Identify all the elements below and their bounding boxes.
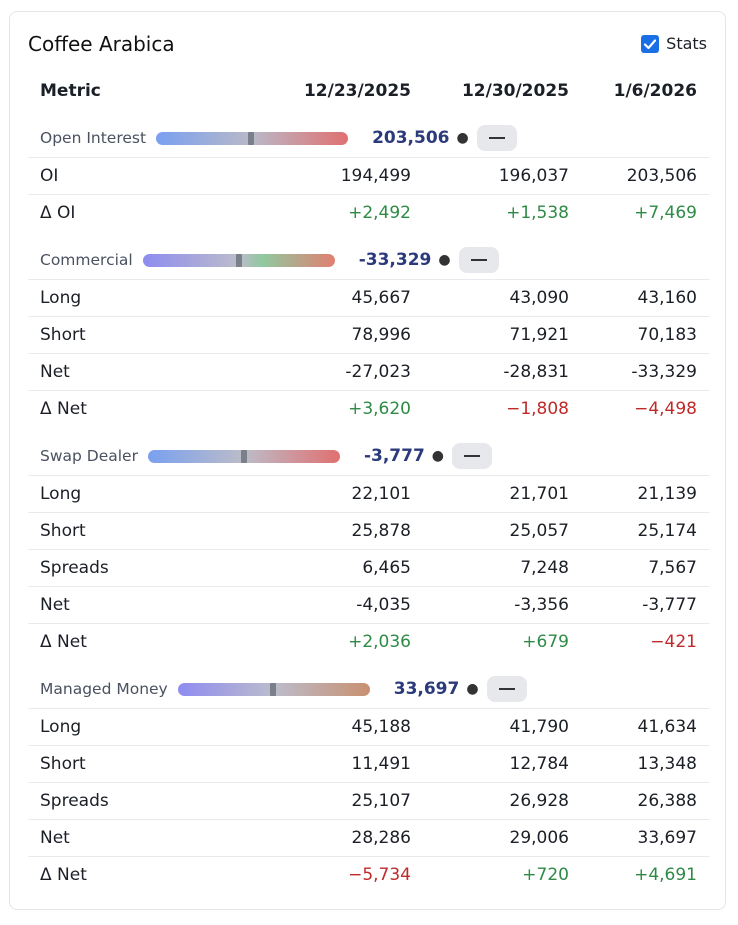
range-marker	[241, 450, 247, 463]
cell: −4,498	[634, 399, 697, 419]
section-open-interest	[40, 124, 517, 152]
section-managed-money	[40, 675, 527, 703]
row-label: OI	[40, 166, 59, 186]
table-row	[28, 549, 709, 586]
range-marker	[248, 132, 254, 145]
section-value: -33,329	[358, 250, 432, 270]
cell: 43,090	[509, 288, 569, 308]
cell: −5,734	[348, 865, 411, 885]
range-bar	[148, 450, 340, 463]
section-swap-dealer	[40, 442, 492, 470]
minus-icon	[489, 137, 505, 139]
dot-separator: ●	[456, 130, 469, 146]
range-bar	[143, 254, 335, 267]
table-row	[28, 708, 709, 745]
minus-icon	[464, 455, 480, 457]
cell: +3,620	[348, 399, 411, 419]
collapse-button[interactable]	[487, 676, 527, 702]
cell: 25,107	[351, 791, 411, 811]
cell: 25,057	[509, 521, 569, 541]
cell: +720	[522, 865, 569, 885]
cell: +679	[522, 632, 569, 652]
cell: +4,691	[634, 865, 697, 885]
cell: 203,506	[626, 166, 697, 186]
row-label: Net	[40, 362, 70, 382]
table-row	[28, 856, 709, 893]
table-row	[28, 819, 709, 856]
stats-label: Stats	[666, 34, 707, 53]
cell: 12,784	[509, 754, 569, 774]
section-title: Commercial	[40, 251, 133, 269]
minus-icon	[499, 688, 515, 690]
table-row	[28, 745, 709, 782]
collapse-button[interactable]	[477, 125, 517, 151]
table-row	[28, 194, 709, 231]
cell: 26,928	[509, 791, 569, 811]
minus-icon	[471, 259, 487, 261]
cell: +1,538	[506, 203, 569, 223]
table-row	[28, 390, 709, 427]
collapse-button[interactable]	[459, 247, 499, 273]
section-value: -3,777	[363, 446, 425, 466]
cell: 194,499	[340, 166, 411, 186]
cell: 25,174	[637, 521, 697, 541]
range-bar	[178, 683, 370, 696]
table-row	[28, 475, 709, 512]
table-row	[28, 782, 709, 819]
section-value: 203,506	[372, 128, 450, 148]
row-label: Spreads	[40, 558, 109, 578]
row-label: Long	[40, 484, 82, 504]
row-label: Long	[40, 288, 82, 308]
dot-separator: ●	[431, 448, 445, 464]
date-header-1: 12/23/2025	[303, 80, 411, 101]
dot-separator: ●	[438, 252, 451, 268]
date-header-3: 1/6/2026	[613, 80, 697, 101]
row-label: Net	[40, 595, 70, 615]
cell: 78,996	[351, 325, 411, 345]
cell: 25,878	[351, 521, 411, 541]
cell: +2,036	[348, 632, 411, 652]
cell: 70,183	[637, 325, 697, 345]
cell: -33,329	[631, 362, 697, 382]
cell: 21,701	[509, 484, 569, 504]
cell: 22,101	[351, 484, 411, 504]
cell: 11,491	[351, 754, 411, 774]
section-value: 33,697	[393, 679, 460, 699]
cell: -3,356	[514, 595, 569, 615]
range-marker	[236, 254, 242, 267]
cell: +7,469	[634, 203, 697, 223]
table-row	[28, 586, 709, 623]
cell: 45,188	[351, 717, 411, 737]
section-title: Open Interest	[40, 129, 147, 147]
row-label: Δ Net	[40, 399, 87, 419]
dot-separator: ●	[466, 681, 479, 697]
range-bar	[156, 132, 348, 145]
table-header	[28, 72, 709, 109]
metric-header: Metric	[40, 80, 101, 101]
cell: 26,388	[637, 791, 697, 811]
row-label: Δ Net	[40, 632, 87, 652]
cell: 71,921	[509, 325, 569, 345]
cell: 28,286	[351, 828, 411, 848]
date-header-2: 12/30/2025	[461, 80, 569, 101]
section-title: Managed Money	[40, 680, 168, 698]
table-row	[28, 512, 709, 549]
row-label: Δ OI	[40, 203, 76, 223]
card-title: Coffee Arabica	[28, 32, 175, 56]
row-label: Short	[40, 521, 86, 541]
cell: 7,248	[520, 558, 569, 578]
cell: 6,465	[362, 558, 411, 578]
section-title: Swap Dealer	[40, 447, 138, 465]
stats-checkbox[interactable]	[641, 35, 659, 53]
table-row	[28, 353, 709, 390]
row-label: Long	[40, 717, 82, 737]
row-label: Short	[40, 325, 86, 345]
cell: -4,035	[356, 595, 411, 615]
cell: 13,348	[637, 754, 697, 774]
table-row	[28, 316, 709, 353]
cell: 21,139	[637, 484, 697, 504]
check-icon	[643, 37, 657, 51]
section-commercial	[40, 246, 499, 274]
cell: −1,808	[506, 399, 569, 419]
cell: +2,492	[348, 203, 411, 223]
cell: 41,634	[637, 717, 697, 737]
cell: 43,160	[637, 288, 697, 308]
range-marker	[270, 683, 276, 696]
row-label: Spreads	[40, 791, 109, 811]
table-row	[28, 623, 709, 660]
cell: 196,037	[498, 166, 569, 186]
cell: -28,831	[503, 362, 569, 382]
stats-toggle[interactable]	[641, 34, 707, 53]
row-label: Δ Net	[40, 865, 87, 885]
cell: -27,023	[345, 362, 411, 382]
row-label: Short	[40, 754, 86, 774]
row-label: Net	[40, 828, 70, 848]
table-row	[28, 279, 709, 316]
cell: 7,567	[648, 558, 697, 578]
cell: −421	[650, 632, 697, 652]
cell: 45,667	[351, 288, 411, 308]
cell: 41,790	[509, 717, 569, 737]
collapse-button[interactable]	[452, 443, 492, 469]
cell: 33,697	[637, 828, 697, 848]
cell: -3,777	[642, 595, 697, 615]
table-row	[28, 157, 709, 194]
cell: 29,006	[509, 828, 569, 848]
cot-card	[9, 11, 726, 910]
